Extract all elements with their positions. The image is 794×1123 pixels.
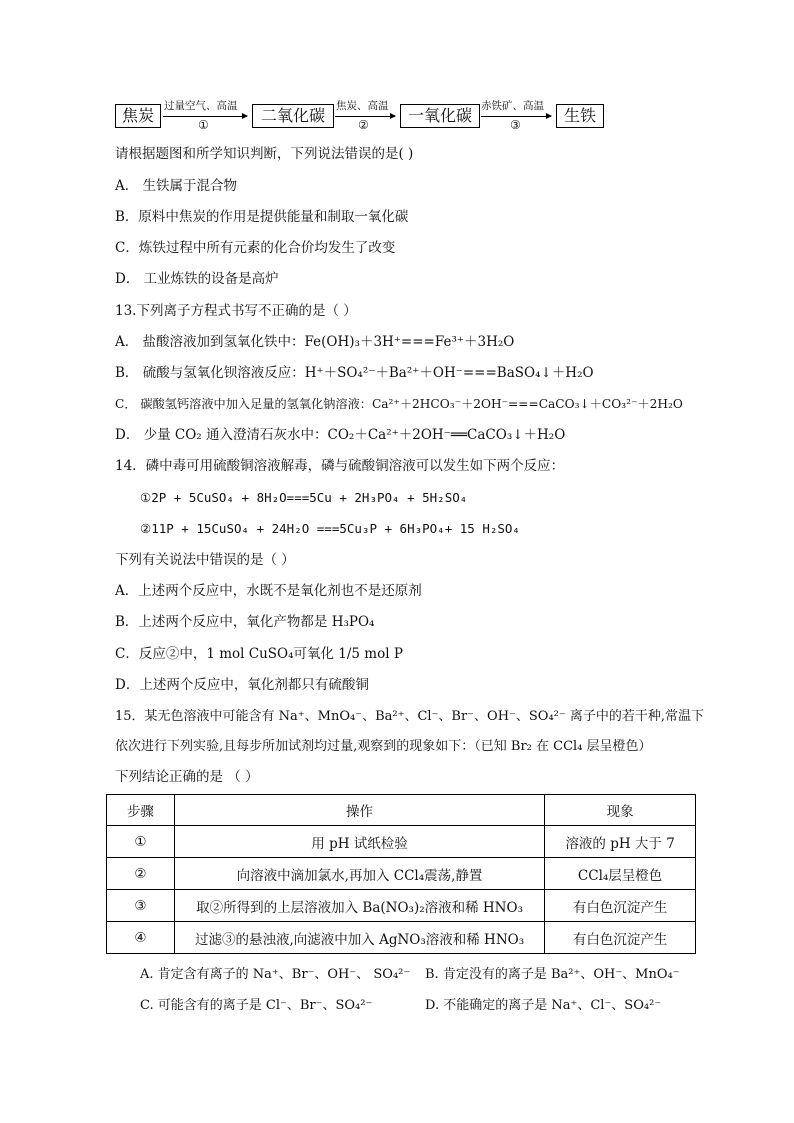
table-header-operation: 操作	[174, 795, 544, 826]
arrow-num-3: ③	[510, 118, 521, 132]
q12-option-a: A． 生铁属于混合物	[115, 178, 238, 194]
q12-option-c: C．炼铁过程中所有元素的化合价均发生了改变	[115, 240, 396, 256]
table-header-row	[107, 795, 696, 826]
arrow-label-1: 过量空气、高温	[164, 100, 238, 112]
table-cell-phenomenon: CCl₄层呈橙色	[545, 858, 696, 890]
table-cell-step: ④	[107, 922, 175, 954]
q15-stem-line-3: 下列结论正确的是 （ ）	[115, 769, 259, 785]
q13-option-c: C． 碳酸氢钙溶液中加入足量的氢氧化钠溶液：Ca²⁺＋2HCO₃⁻＋2OH⁻===CaCO₃↓＋CO₃²⁻＋2H₂O	[115, 397, 683, 411]
table-cell-operation: 向溶液中滴加氯水,再加入 CCl₄震荡,静置	[174, 858, 544, 890]
q14-option-b: B．上述两个反应中，氧化产物都是 H₃PO₄	[115, 614, 375, 630]
table-cell-phenomenon: 有白色沉淀产生	[545, 922, 696, 954]
diagram-box-co: 一氧化碳	[400, 104, 480, 128]
q14-option-c: C．反应②中，1 mol CuSO₄可氧化 1/5 mol P	[115, 646, 403, 662]
q15-option-a: A. 肯定含有离子的 Na⁺、Br⁻、OH⁻、 SO₄²⁻	[140, 967, 411, 982]
table-row	[107, 858, 696, 890]
table-cell-step: ③	[107, 890, 175, 922]
q14-option-a: A．上述两个反应中，水既不是氧化剂也不是还原剂	[115, 583, 422, 599]
arrow-label-3: 赤铁矿、高温	[481, 100, 544, 112]
table-cell-step: ①	[107, 826, 175, 858]
q13-option-a: A． 盐酸溶液加到氢氧化铁中：Fe(OH)₃＋3H⁺===Fe³⁺＋3H₂O	[115, 334, 515, 350]
arrow-num-2: ②	[358, 118, 369, 132]
q15-experiment-table	[106, 794, 696, 954]
arrow-3	[481, 116, 551, 117]
diagram-box-pig-iron: 生铁	[556, 104, 604, 128]
table-cell-operation: 取②所得到的上层溶液加入 Ba(NO₃)₂溶液和稀 HNO₃	[174, 890, 544, 922]
q15-option-b: B. 肯定没有的离子是 Ba²⁺、OH⁻、MnO₄⁻	[425, 967, 680, 982]
diagram-box-coke: 焦炭	[115, 104, 161, 128]
table-header-step: 步骤	[107, 795, 175, 826]
table-row	[107, 890, 696, 922]
table-cell-phenomenon: 有白色沉淀产生	[545, 890, 696, 922]
q12-option-b: B．原料中焦炭的作用是提供能量和制取一氧化碳	[115, 209, 409, 225]
q14-option-d: D．上述两个反应中，氧化剂都只有硫酸铜	[115, 677, 369, 693]
q14-stem: 14．磷中毒可用硫酸铜溶液解毒，磷与硫酸铜溶液可以发生如下两个反应：	[115, 458, 565, 474]
table-cell-operation: 用 pH 试纸检验	[174, 826, 544, 858]
table-header-phenomenon: 现象	[545, 795, 696, 826]
q13-stem: 13.下列离子方程式书写不正确的是（ ）	[115, 303, 357, 319]
q13-option-b: B． 硫酸与氢氧化钡溶液反应：H⁺＋SO₄²⁻＋Ba²⁺＋OH⁻===BaSO₄↓＋H₂O	[115, 365, 594, 381]
q15-stem-line-1: 15．某无色溶液中可能含有 Na⁺、MnO₄⁻、Ba²⁺、Cl⁻、Br⁻、OH⁻、SO₄²⁻ 离子中的若干种,常温下	[115, 709, 705, 724]
table-row	[107, 922, 696, 954]
arrow-label-2: 焦炭、高温	[336, 100, 389, 112]
q14-subquestion: 下列有关说法中错误的是（ ）	[115, 552, 295, 568]
diagram-box-co2: 二氧化碳	[252, 104, 334, 128]
q15-option-d: D. 不能确定的离子是 Na⁺、Cl⁻、SO₄²⁻	[425, 998, 662, 1013]
table-cell-step: ②	[107, 858, 175, 890]
q14-reaction-2: ②11P + 15CuSO₄ + 24H₂O ===5Cu₃P + 6H₃PO₄+ 15 H₂SO₄	[140, 521, 520, 536]
q12-option-d: D． 工业炼铁的设备是高炉	[115, 271, 279, 287]
q12-stem: 请根据题图和所学知识判断，下列说法错误的是( )	[115, 146, 414, 162]
table-cell-operation: 过滤③的悬浊液,向滤液中加入 AgNO₃溶液和稀 HNO₃	[174, 922, 544, 954]
q15-stem-line-2: 依次进行下列实验,且每步所加试剂均过量,观察到的现象如下：（已知 Br₂ 在 CCl₄ 层呈橙色）	[115, 739, 652, 754]
table-row	[107, 826, 696, 858]
table-cell-phenomenon: 溶液的 pH 大于 7	[545, 826, 696, 858]
q15-option-c: C. 可能含有的离子是 Cl⁻、Br⁻、SO₄²⁻	[140, 998, 373, 1013]
arrow-1	[163, 116, 247, 117]
arrow-2	[335, 116, 395, 117]
arrow-num-1: ①	[198, 118, 209, 132]
q13-option-d: D． 少量 CO₂ 通入澄清石灰水中：CO₂＋Ca²⁺＋2OH⁻══CaCO₃↓＋H₂O	[115, 427, 566, 443]
q14-reaction-1: ①2P + 5CuSO₄ + 8H₂O===5Cu + 2H₃PO₄ + 5H₂SO₄	[140, 490, 468, 505]
